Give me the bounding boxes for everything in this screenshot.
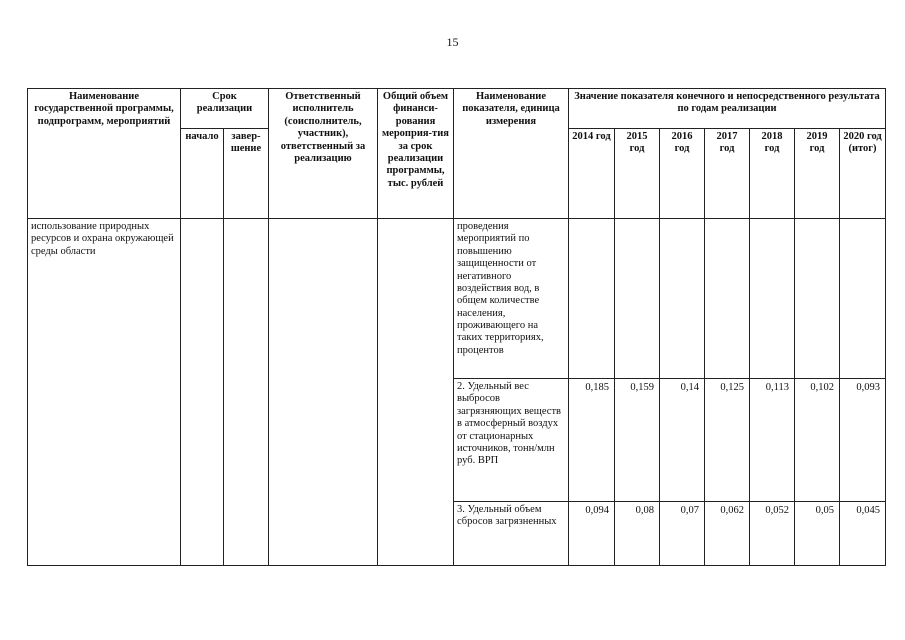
funding-cell (378, 219, 454, 566)
term-end-cell (224, 219, 269, 566)
value-cell: 0,093 (840, 379, 886, 502)
header-executor: Ответственный исполнитель (соисполнитель, участник), ответственный за реализацию (269, 89, 378, 219)
value-cell: 0,05 (795, 502, 840, 566)
executor-cell (269, 219, 378, 566)
table-row (28, 219, 886, 379)
header-values: Значение показателя конечного и непосредственного результата по годам реализации (569, 89, 886, 129)
header-year-2019: 2019 год (795, 129, 840, 219)
value-cell: 0,052 (750, 502, 795, 566)
value-cell: 0,094 (569, 502, 615, 566)
header-year-2018: 2018 год (750, 129, 795, 219)
program-cell: использование природных ресурсов и охрана окружающей среды области (28, 219, 181, 566)
value-cell: 0,08 (615, 502, 660, 566)
value-cell: 0,07 (660, 502, 705, 566)
header-funding: Общий объем финанси-рования мероприя-тия за срок реализации программы, тыс. рублей (378, 89, 454, 219)
header-year-2017: 2017 год (705, 129, 750, 219)
header-year-2020: 2020 год (итог) (840, 129, 886, 219)
value-cell (569, 219, 615, 379)
indicator-cell: 2. Удельный вес выбросов загрязняющих веществ в атмосферный воздух от стационарных источников, тонн/млн руб. ВРП (454, 379, 569, 502)
page-number: 15 (446, 35, 459, 49)
header-term-start: начало (181, 129, 224, 219)
value-cell: 0,125 (705, 379, 750, 502)
value-cell: 0,159 (615, 379, 660, 502)
value-cell (615, 219, 660, 379)
header-term: Срок реализации (181, 89, 269, 129)
header-year-2014: 2014 год (569, 129, 615, 219)
header-year-2015: 2015 год (615, 129, 660, 219)
value-cell: 0,045 (840, 502, 886, 566)
value-cell: 0,062 (705, 502, 750, 566)
header-program: Наименование государственной программы, подпрограмм, мероприятий (28, 89, 181, 219)
value-cell (795, 219, 840, 379)
program-table (27, 88, 886, 566)
header-indicator: Наименование показателя, единица измерения (454, 89, 569, 219)
value-cell: 0,14 (660, 379, 705, 502)
value-cell (750, 219, 795, 379)
header-term-end: завер-шение (224, 129, 269, 219)
header-year-2016: 2016 год (660, 129, 705, 219)
indicator-cell: проведения мероприятий по повышению защищенности от негативного воздействия вод, в общем количестве населения, проживающего на таких территориях, процентов (454, 219, 569, 379)
value-cell (840, 219, 886, 379)
value-cell (705, 219, 750, 379)
indicator-cell: 3. Удельный объем сбросов загрязненных (454, 502, 569, 566)
value-cell: 0,113 (750, 379, 795, 502)
value-cell: 0,185 (569, 379, 615, 502)
value-cell (660, 219, 705, 379)
value-cell: 0,102 (795, 379, 840, 502)
term-start-cell (181, 219, 224, 566)
